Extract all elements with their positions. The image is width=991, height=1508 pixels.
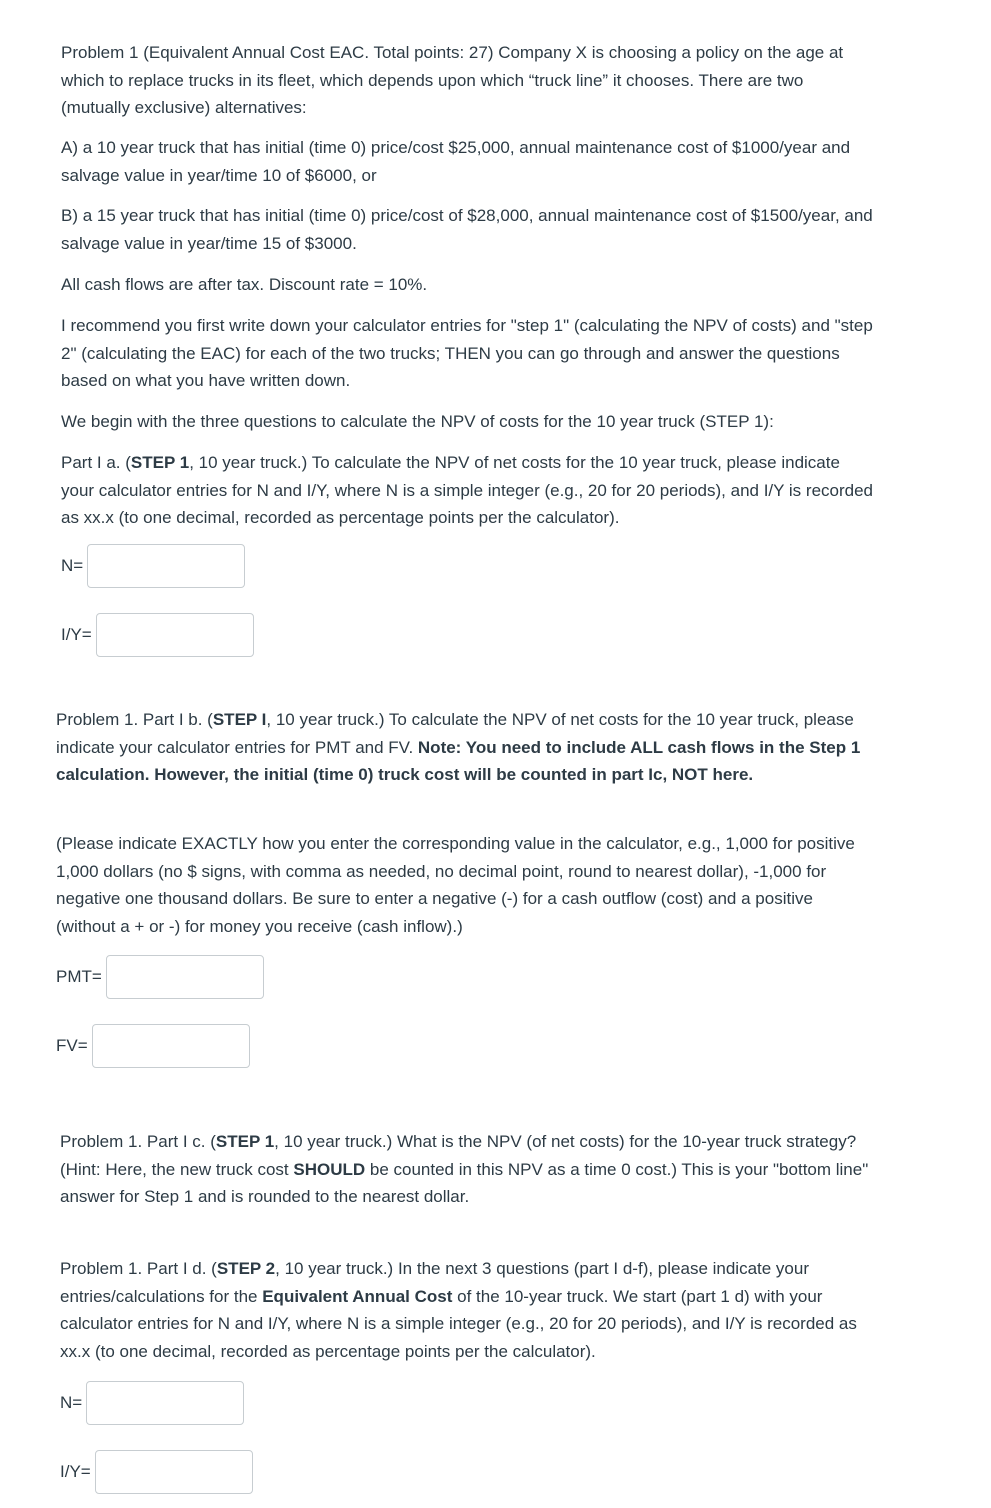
part-1d-n-row (60, 1381, 244, 1425)
part-1b-instructions: (Please indicate EXACTLY how you enter the corresponding value in the calculator, e.g., 1,000 for positive 1,000 dollars (no $ signs, with comma as needed, no decimal point, round to nearest dollar), -1,000 for negative one thousand dollars. Be sure to enter a negative (-) for a cash outflow (cost) and a positive (without a + or -) for money you receive (cash inflow).) (56, 834, 855, 936)
part-1b-body: , 10 year truck.) To calculate the NPV of net costs for the 10 year truck, please indicate your calculator entries for PMT and FV. (56, 710, 854, 757)
part-1d-step-label: STEP 2 (216, 1259, 276, 1278)
part-1a-prefix: Part I a. ( (61, 453, 131, 472)
part-1b-pmt-row (56, 955, 264, 999)
part-1b-question (56, 706, 871, 789)
part-1d-body-end: of the 10-year truck. We start (part 1 d) with your calculator entries for N and I/Y, where N is a simple integer (e.g., 20 for 20 periods), and I/Y is recorded as xx.x (to one decimal, recorded as percentage points per the calculator). (60, 1286, 857, 1361)
part-1b-fv-input[interactable] (92, 1024, 250, 1068)
part-1d-question (60, 1255, 875, 1365)
part-1a-step-label: STEP 1 (130, 453, 190, 472)
part-1d-prefix: Problem 1. Part I d. ( (60, 1259, 217, 1278)
part-1a-n-label: N= (61, 556, 84, 576)
part-1b-note: Note: You need to include ALL cash flows in the Step 1 calculation. However, the initial (time 0) truck cost will be counted in part Ic, NOT here. (56, 737, 861, 785)
part-1b-pmt-label: PMT= (56, 967, 102, 987)
part-1d-body: , 10 year truck.) In the next 3 questions (part I d-f), please indicate your entries/calculations for the (60, 1259, 810, 1306)
part-1c-body: , 10 year truck.) What is the NPV (of net costs) for the 10-year truck strategy? (Hint: Here, the new truck cost (60, 1132, 857, 1179)
part-1a-n-row (61, 544, 245, 588)
part-1a-body: , 10 year truck.) To calculate the NPV of net costs for the 10 year truck, please indicate your calculator entries for N and I/Y, where N is a simple integer (e.g., 20 for 20 periods), and I/Y is recorded as xx.x (to one decimal, recorded as percentage points per the calculator). (61, 453, 873, 528)
part-1c-body-end: be counted in this NPV as a time 0 cost.) This is your "bottom line" answer for Step 1 and is rounded to the nearest dollar. (60, 1159, 869, 1207)
part-1d-emphasis: Equivalent Annual Cost (262, 1286, 453, 1306)
part-1c-step-label: STEP 1 (215, 1132, 275, 1151)
part-1d-n-input[interactable] (86, 1381, 244, 1425)
part-1b-step-label: STEP I (212, 710, 267, 729)
part-1c-emphasis: SHOULD (293, 1159, 366, 1179)
part-1b-fv-label: FV= (56, 1036, 88, 1056)
alternative-b-text: B) a 15 year truck that has initial (time 0) price/cost of $28,000, annual maintenance cost of $1500/year, and salvage value in year/time 15 of $3000. (61, 206, 873, 253)
part-1d-iy-row (60, 1450, 253, 1494)
part-1a-n-input[interactable] (87, 544, 245, 588)
part-1c-prefix: Problem 1. Part I c. ( (60, 1132, 216, 1151)
part-1a-iy-input[interactable] (96, 613, 254, 657)
part-1b-prefix: Problem 1. Part I b. ( (56, 710, 213, 729)
assumptions-text: All cash flows are after tax. Discount rate = 10%. (61, 275, 428, 294)
part-1a-question (61, 449, 876, 532)
recommendation-text: I recommend you first write down your calculator entries for "step 1" (calculating the NPV of costs) and "step 2" (calculating the EAC) for each of the two trucks; THEN you can go through and answer the questions based on what you have written down. (61, 316, 873, 391)
part-1a-iy-row (61, 613, 254, 657)
part-1c-question (60, 1128, 875, 1211)
alternative-a-text: A) a 10 year truck that has initial (time 0) price/cost $25,000, annual maintenance cost of $1000/year and salvage value in year/time 10 of $6000, or (61, 138, 851, 185)
step1-intro-text: We begin with the three questions to calculate the NPV of costs for the 10 year truck (STEP 1): (61, 412, 774, 431)
part-1a-iy-label: I/Y= (61, 625, 92, 645)
part-1b-fv-row (56, 1024, 250, 1068)
part-1d-iy-label: I/Y= (60, 1462, 91, 1482)
part-1d-n-label: N= (60, 1393, 83, 1413)
problem-intro-text: Problem 1 (Equivalent Annual Cost EAC. Total points: 27) Company X is choosing a policy on the age at which to replace trucks in its fleet, which depends upon which “truck line” it chooses. There are two (mutually exclusive) alternatives: (61, 43, 844, 118)
part-1b-pmt-input[interactable] (106, 955, 264, 999)
part-1d-iy-input[interactable] (95, 1450, 253, 1494)
